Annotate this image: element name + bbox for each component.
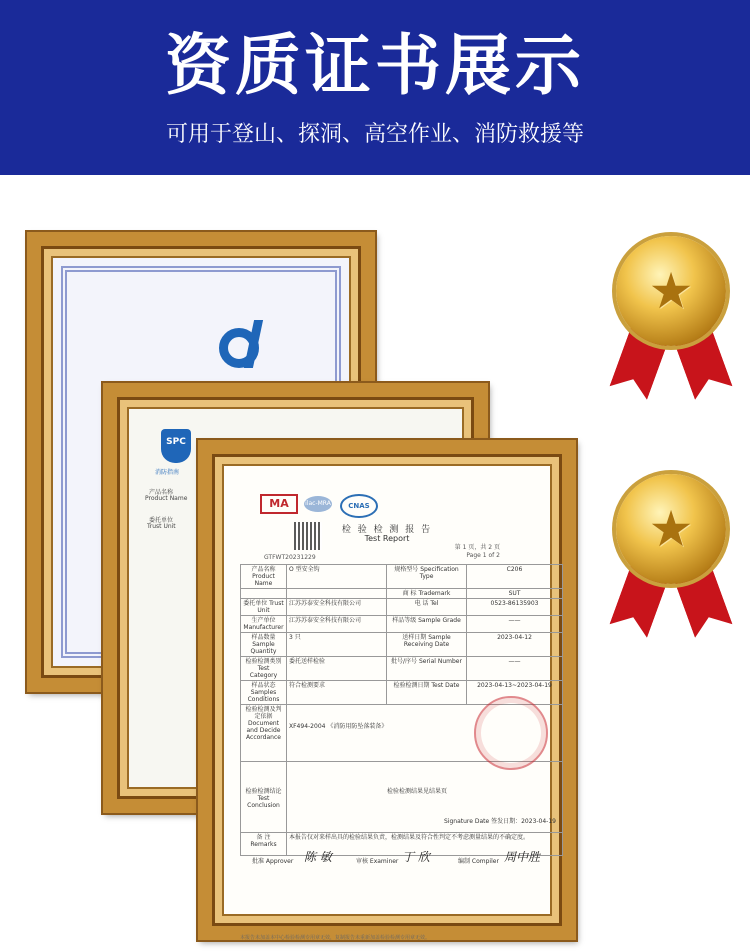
header-banner [0, 0, 750, 175]
star-icon: ★ [648, 262, 694, 320]
table-row: 备 注 Remarks 本报告仅对来样出具的检验结果负责，检测结果及符合性判定不考虑测量结果的不确定度。 [241, 833, 563, 856]
page-indicator-cn: 第 1 页，共 2 页 [454, 544, 500, 551]
report-footnote: 本报告未加盖本中心检验检测专用章无效，复制报告未重新加盖检验检测专用章无效。 [240, 935, 431, 941]
report-title: 检 验 检 测 报 告 [341, 525, 433, 535]
table-row: 检验检测及判定依据 Document and Decide Accordance XF494-2004 《消防用防坠落装备》 [241, 705, 563, 762]
compiler-signature: 周中胜 [504, 850, 541, 864]
official-seal-icon [474, 696, 548, 770]
spc-row-label-en: Product Name [145, 495, 188, 502]
cma-logo-icon: MA [260, 494, 298, 514]
gold-medal-icon [611, 236, 731, 406]
spc-logo-caption: 消防指南 [155, 469, 180, 476]
spc-logo-icon: SPC [161, 429, 191, 463]
table-row: 产品名称 Product Name O 型安全钩 规格型号 Specification Type C206 [241, 565, 563, 589]
spc-row-label: 产品名称 [149, 489, 174, 496]
table-row: 样品数量 Sample Quantity 3 只 送样日期 Sample Receiving Date 2023-04-12 [241, 633, 563, 657]
page-indicator-en: Page 1 of 2 [466, 552, 500, 559]
page-title: 资质证书展示 [165, 27, 585, 104]
page-indicator [455, 544, 500, 560]
report-title-en: Test Report [364, 534, 410, 543]
conclusion-value: 检验检测结果见结果页 [387, 788, 448, 795]
page-subtitle: 可用于登山、探洞、高空作业、消防救援等 [165, 122, 584, 147]
ilac-logo-icon: ilac-MRA [304, 496, 332, 512]
table-row: 检验检测类别 Test Category 委托送样检验 批号/序号 Serial Number —— [241, 657, 563, 681]
table-row: 生产单位 Manufacturer 江苏苏泰安全科技有限公司 样品等级 Sample Grade —— [241, 616, 563, 633]
gold-medal-icon [611, 474, 731, 644]
table-row: 商 标 Trademark SUT [241, 589, 563, 599]
certificate-frame-test-report [198, 440, 576, 940]
approver-label: 批准 Approver [252, 858, 294, 865]
table-row: 委托单位 Trust Unit 江苏苏泰安全科技有限公司 电 话 Tel 0523-86135903 [241, 599, 563, 616]
spc-row-label: 委托单位 [149, 517, 174, 524]
examiner-signature: 丁 欣 [402, 850, 430, 864]
table-row: 检验检测结论 Test Conclusion 检验检测结果见结果页 Signature Date 签发日期：2023-04-19 [241, 762, 563, 833]
star-icon: ★ [648, 500, 694, 558]
approver-signature: 陈 敏 [304, 850, 332, 864]
table-row: 样品状态 Samples Conditions 符合检测要求 检验检测日期 Test Date 2023-04-13~2023-04-19 [241, 681, 563, 705]
spc-row-label-en: Trust Unit [147, 523, 176, 530]
cnas-logo-icon: CNAS [340, 494, 378, 518]
compiler-label: 编制 Compiler [458, 858, 499, 865]
examiner-label: 审核 Examiner [356, 858, 399, 865]
signature-date: Signature Date 签发日期：2023-04-19 [444, 818, 556, 825]
report-number: GTFWT20231229 [264, 554, 316, 561]
